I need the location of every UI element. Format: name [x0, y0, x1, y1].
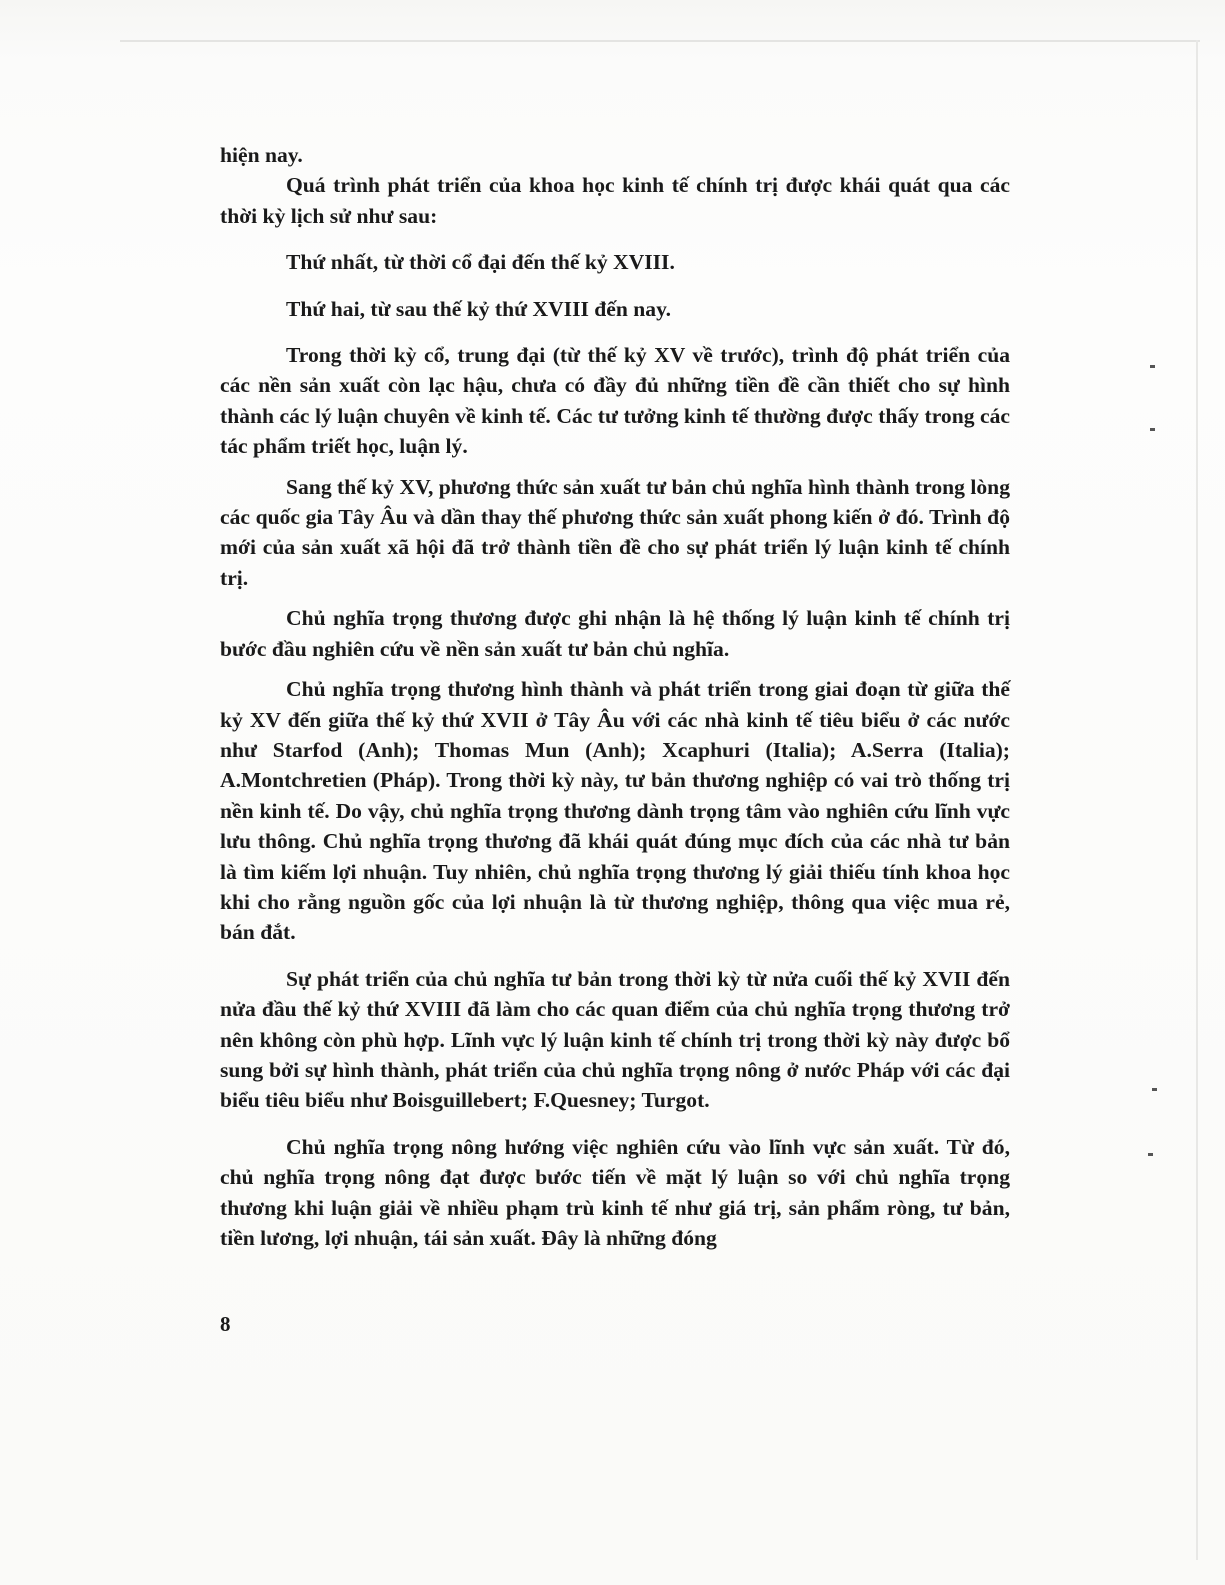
paragraph-1: hiện nay.	[220, 143, 303, 167]
page-top-edge	[120, 40, 1200, 42]
scan-speck	[1148, 1153, 1153, 1156]
paragraph-3: Thứ nhất, từ thời cổ đại đến thế kỷ XVIII.	[286, 250, 675, 275]
paragraph-5: Trong thời kỳ cổ, trung đại (từ thế kỷ XV về trước), trình độ phát triển của các nền sản xuất còn lạc hậu, chưa có đầy đủ những tiền đề cần thiết cho sự hình thành các lý luận chuyên về kinh tế. Các tư tưởng kinh tế thường được thấy trong các tác phẩm triết học, luận lý.	[220, 343, 1010, 459]
page-right-edge	[1196, 40, 1198, 1560]
paragraph-10: Chủ nghĩa trọng nông hướng việc nghiên cứu vào lĩnh vực sản xuất. Từ đó, chủ nghĩa trọng nông đạt được bước tiến về mặt lý luận so với chủ nghĩa trọng thương khi luận giải về nhiều phạm trù kinh tế như giá trị, sản phẩm ròng, tư bản, tiền lương, lợi nhuận, tái sản xuất. Đây là những đóng	[220, 1134, 1010, 1250]
paragraph-8: Chủ nghĩa trọng thương hình thành và phát triển trong giai đoạn từ giữa thế kỷ XV đến giữa thế kỷ thứ XVII ở Tây Âu với các nhà kinh tế tiêu biểu ở các nước như Starfod (Anh); Thomas Mun (Anh); Xcaphuri (Italia); A.Serra (Italia); A.Montchretien (Pháp). Trong thời kỳ này, tư bản thương nghiệp có vai trò thống trị nền kinh tế. Do vậy, chủ nghĩa trọng thương dành trọng tâm vào nghiên cứu lĩnh vực lưu thông. Chủ nghĩa trọng thương đã khái quát đúng mục đích của các nhà tư bản là tìm kiếm lợi nhuận. Tuy nhiên, chủ nghĩa trọng thương lý giải thiếu tính khoa học khi cho rằng nguồn gốc của lợi nhuận là từ thương nghiệp, thông qua việc mua rẻ, bán đắt.	[220, 677, 1010, 945]
scan-speck	[1150, 428, 1155, 431]
paragraph-2: Quá trình phát triển của khoa học kinh tế chính trị được khái quát qua các thời kỳ lịch sử như sau:	[220, 173, 1010, 228]
scan-speck	[1150, 365, 1155, 368]
paragraph-7: Chủ nghĩa trọng thương được ghi nhận là hệ thống lý luận kinh tế chính trị bước đầu nghiên cứu về nền sản xuất tư bản chủ nghĩa.	[220, 606, 1010, 661]
paragraph-4: Thứ hai, từ sau thế kỷ thứ XVIII đến nay.	[286, 296, 672, 321]
page-number: 8	[220, 1312, 231, 1336]
paragraph-6: Sang thế kỷ XV, phương thức sản xuất tư bản chủ nghĩa hình thành trong lòng các quốc gia Tây Âu và dần thay thế phương thức sản xuất phong kiến ở đó. Trình độ mới của sản xuất xã hội đã trở thành tiền đề cho sự phát triển lý luận kinh tế chính trị.	[220, 474, 1010, 590]
scan-speck	[1152, 1088, 1157, 1091]
paragraph-9: Sự phát triển của chủ nghĩa tư bản trong thời kỳ từ nửa cuối thế kỷ XVII đến nửa đầu thế kỷ thứ XVIII đã làm cho các quan điểm của chủ nghĩa trọng thương trở nên không còn phù hợp. Lĩnh vực lý luận kinh tế chính trị trong thời kỳ này được bổ sung bởi sự hình thành, phát triển của chủ nghĩa trọng nông ở nước Pháp với các đại biểu tiêu biểu như Boisguillebert; F.Quesney; Turgot.	[220, 966, 1010, 1113]
body-text	[220, 140, 1010, 1253]
